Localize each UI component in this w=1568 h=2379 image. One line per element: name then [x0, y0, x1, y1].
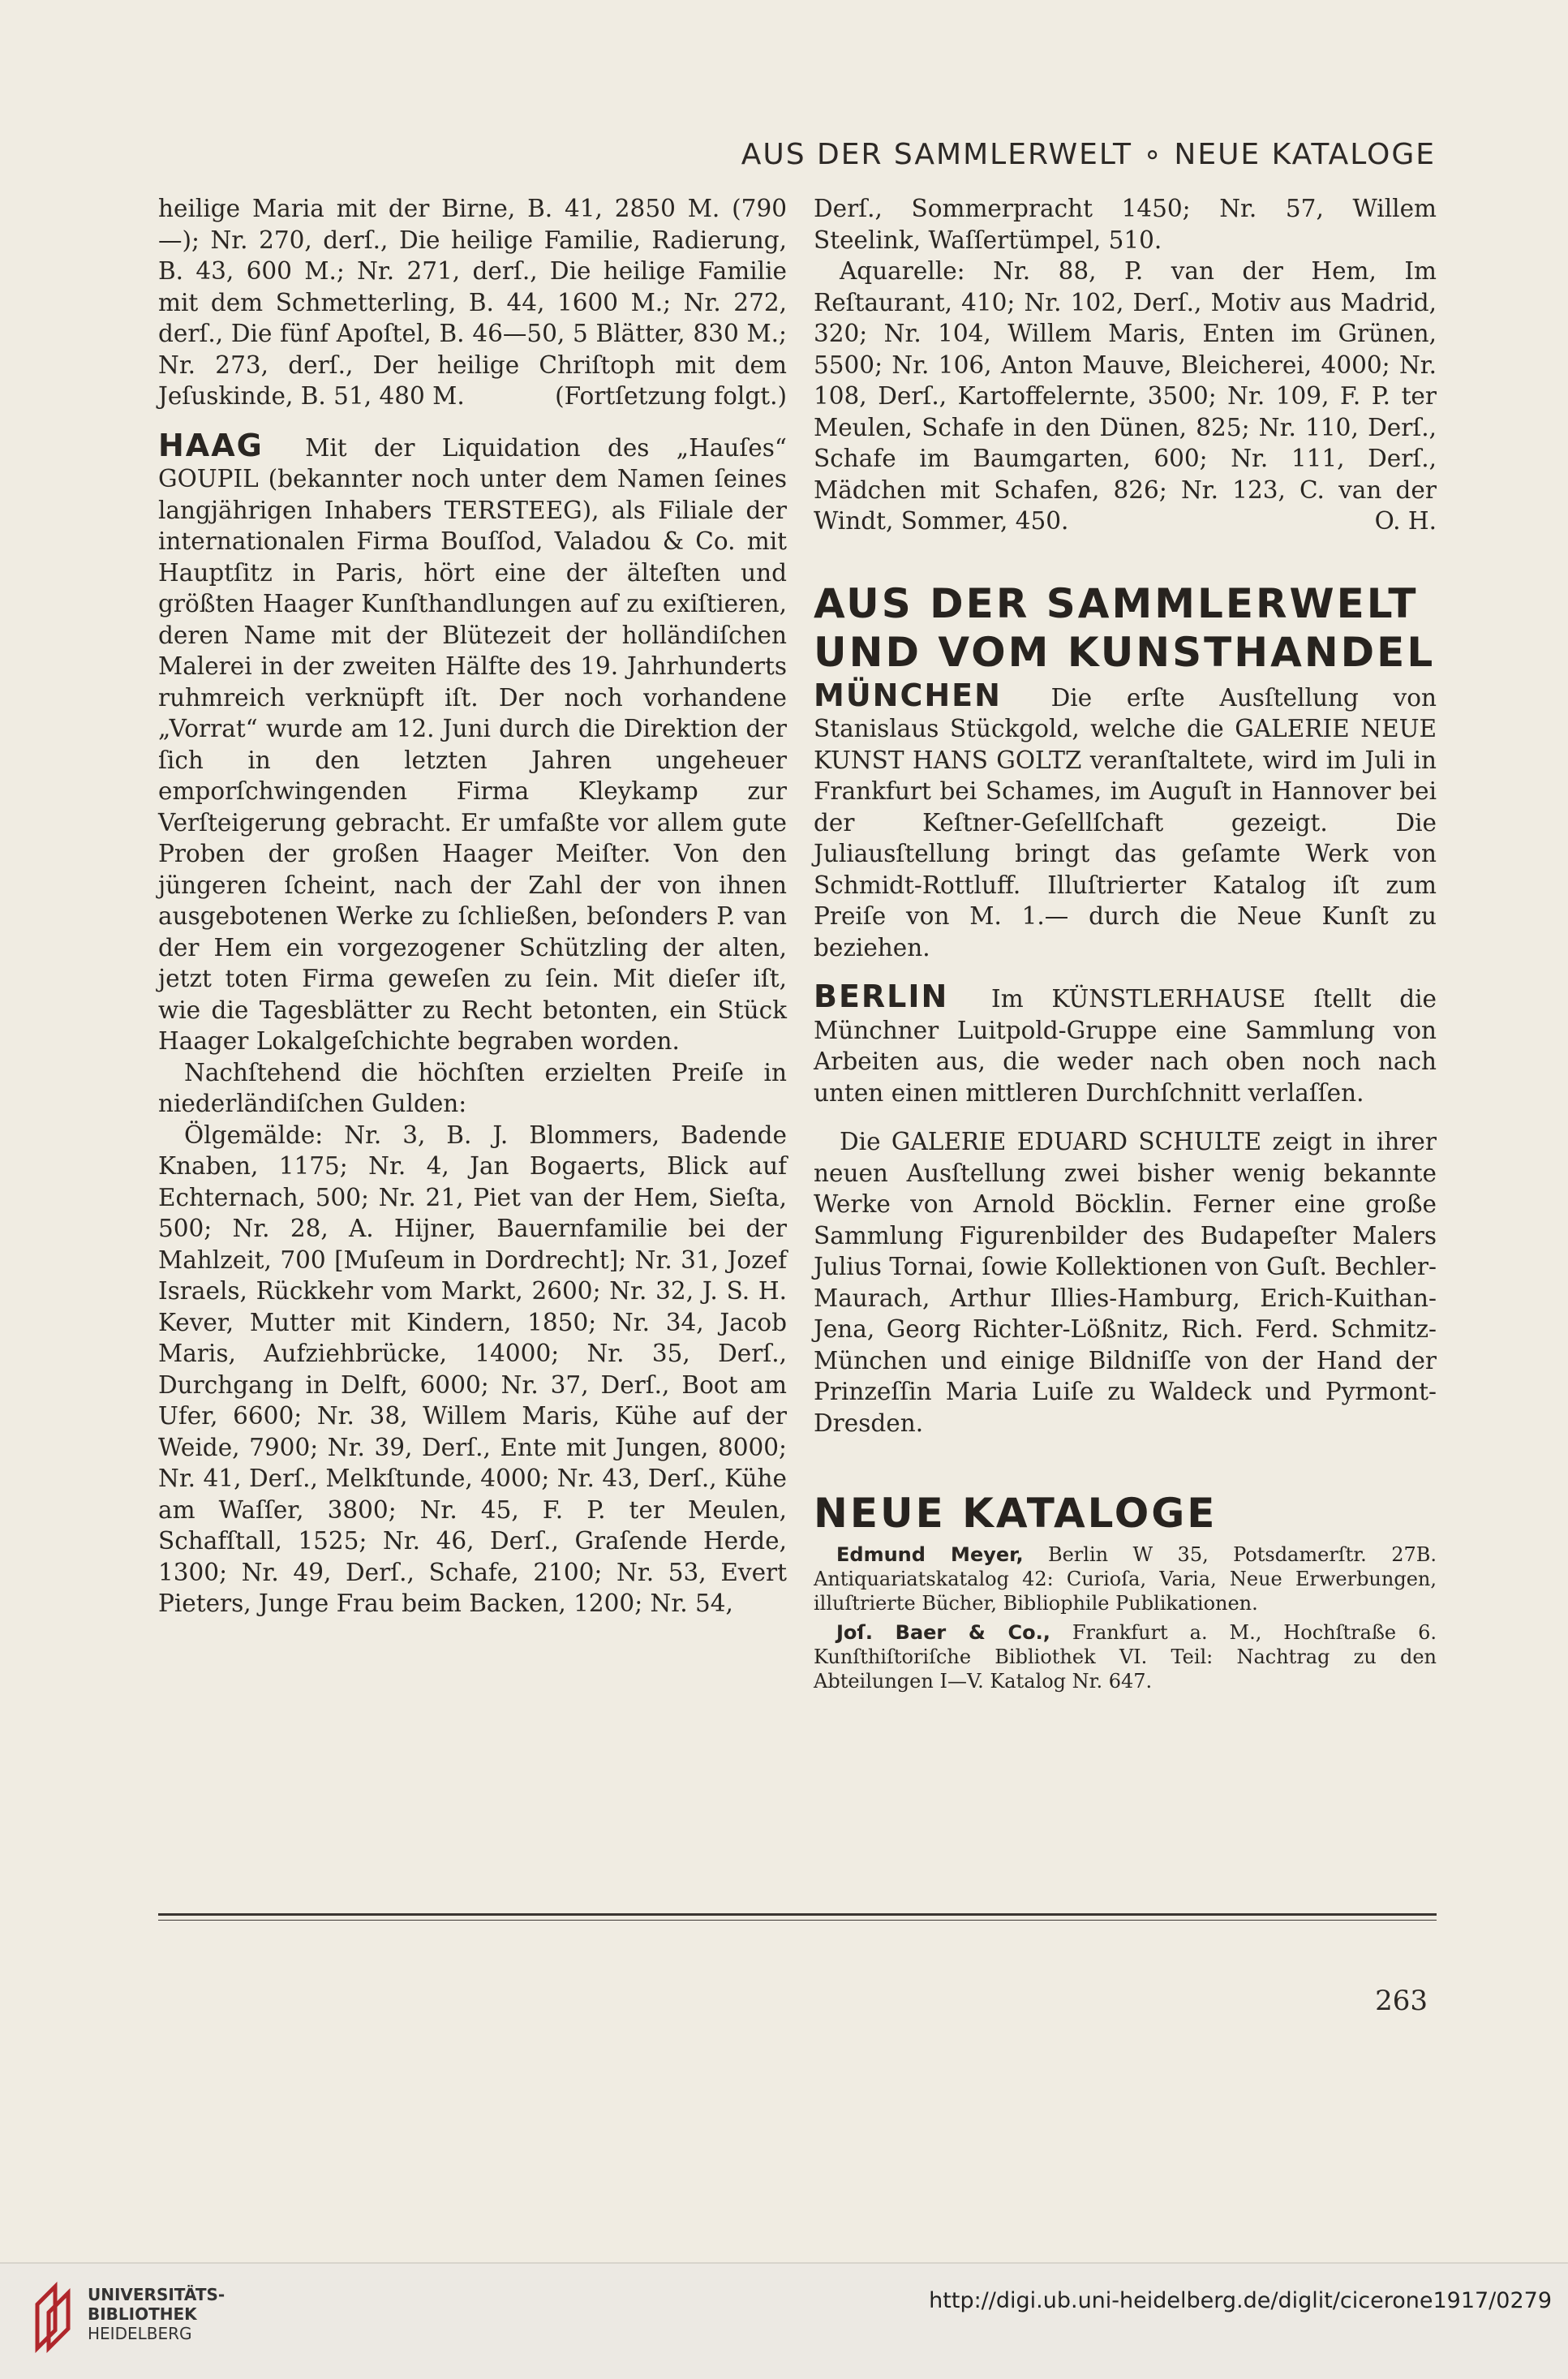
source-url-link[interactable]: http://digi.ub.uni-heidelberg.de/diglit/cicerone1917/0279 — [929, 2288, 1552, 2313]
footer-rule-thick — [158, 1913, 1437, 1916]
library-name — [88, 2285, 225, 2343]
article-haag — [158, 427, 787, 1057]
berlin-text: Im KÜNSTLERHAUSE ſtellt die Münchner Luitpold-Gruppe eine Sammlung von Arbeiten aus, die weder nach oben noch nach unten einen mittleren Durchſchnitt verlaſſen. — [814, 985, 1437, 1107]
schulte-text: Die GALERIE EDUARD SCHULTE zeigt in ihrer neuen Ausſtellung zwei bisher wenig bekannte Werke von Arnold Böcklin. Ferner eine große Sammlung Figurenbilder des Budapeſter Malers Julius Tornai, ſowie Kollektionen von Guſt. Bechler-Maurach, Arthur Illies-Hamburg, Erich-Kuithan-Jena, Georg Richter-Lößnitz, Rich. Ferd. Schmitz-München und einige Bildniſſe von der Hand der Prinzeſſin Maria Luiſe zu Waldeck und Pyrmont-Dresden. — [814, 1128, 1437, 1437]
watercolors-list — [814, 256, 1437, 537]
watercolors-text: Aquarelle: Nr. 88, P. van der Hem, Im Reſtaurant, 410; Nr. 102, Derſ., Motiv aus Madrid, 320; Nr. 104, Willem Maris, Enten im Grünen, 5500; Nr. 106, Anton Mauve, Bleicherei, 4000; Nr. 108, Derſ., Kartoffelernte, 3500; Nr. 109, F. P. ter Meulen, Schafe in den Dünen, 825; Nr. 110, Derſ., Schafe im Baumgarten, 600; Nr. 111, Derſ., Mädchen mit Schafen, 826; Nr. 123, C. van der Windt, Sommer, 450. — [814, 257, 1437, 535]
catalog-description: Frankfurt a. M., Hochſtraße 6. Kunſthiſtoriſche Bibliothek VI. Teil: Nachtrag zu den Abteilungen I—V. Katalog Nr. 647. — [814, 1621, 1437, 1693]
prices-intro: Nachſtehend die höchſten erzielten Preiſe in niederländiſchen Gulden: — [158, 1058, 787, 1117]
section-title-line2: UND VOM KUNSTHANDEL — [814, 628, 1436, 676]
city-heading-haag: HAAG — [158, 427, 264, 463]
continuation-text: heilige Maria mit der Birne, B. 41, 2850 M. (790—); Nr. 270, derſ., Die heilige Familie, Radierung, B. 43, 600 M.; Nr. 271, derſ., Die heilige Familie mit dem Schmetterling, B. 44, 1600 M.; Nr. 272, derſ., Die fünf Apoſtel, B. 46—50, 5 Blätter, 830 M.; Nr. 273, derſ., Der heilige Chriſtoph mit dem Jeſuskinde, B. 51, 480 M. — [158, 195, 787, 410]
article-continuation — [158, 193, 787, 412]
left-column — [158, 193, 787, 1620]
section-title-kataloge: NEUE KATALOGE — [814, 1490, 1218, 1537]
article-berlin — [814, 981, 1437, 1108]
viewer-footer — [0, 2262, 1568, 2379]
running-head: AUS DER SAMMLERWELT ∘ NEUE KATALOGE — [741, 138, 1436, 171]
city-heading-munich: MÜNCHEN — [814, 677, 1002, 713]
haag-text: Mit der Liquidation des „Hauſes“ GOUPIL (bekannter noch unter dem Namen ſeines langjährigen Inhabers TERSTEEG), als Filiale der internationalen Firma Bouſſod, Valadou & Co. mit Hauptſitz in Paris, hört eine der älteſten und größten Haager Kunſthandlungen auf zu exiſtieren, deren Name mit der Blütezeit der holländiſchen Malerei in der zweiten Hälfte des 19. Jahrhunderts ruhmreich verknüpft iſt. Der noch vorhandene „Vorrat“ wurde am 12. Juni durch die Direktion der ſich in den letzten Jahren ungeheuer emporſchwingenden Firma Kleykamp zur Verſteigerung gebracht. Er umfaßte vor allem gute Proben der großen Haager Meiſter. Von den jüngeren ſcheint, nach der Zahl der von ihnen ausgebotenen Werke zu ſchließen, beſonders P. van der Hem ein vorgezogener Schützling der alten, jetzt toten Firma geweſen zu ſein. Mit dieſer iſt, wie die Tagesblätter zu Recht betonten, ein Stück Haager Lokalgeſchichte begraben worden. — [158, 433, 787, 1055]
continued-note: (Fortſetzung folgt.) — [555, 382, 787, 410]
oil-paintings-list: Ölgemälde: Nr. 3, B. J. Blommers, Badende Knaben, 1175; Nr. 4, Jan Bogaerts, Blick auf Echternach, 500; Nr. 21, Piet van der Hem, Sieſta, 500; Nr. 28, A. Hijner, Bauernfamilie bei der Mahlzeit, 700 [Muſeum in Dordrecht]; Nr. 31, Jozef Israels, Rückkehr vom Markt, 2600; Nr. 32, J. S. H. Kever, Mutter mit Kindern, 1850; Nr. 34, Jacob Maris, Aufziehbrücke, 14000; Nr. 35, Derſ., Durchgang in Delft, 6000; Nr. 37, Derſ., Boot am Ufer, 6600; Nr. 38, Willem Maris, Kühe auf der Weide, 7900; Nr. 39, Derſ., Ente mit Jungen, 8000; Nr. 41, Derſ., Melkſtunde, 4000; Nr. 43, Derſ., Kühe am Waſſer, 3800; Nr. 45, F. P. ter Meulen, Schafſtall, 1525; Nr. 46, Derſ., Graſende Herde, 1300; Nr. 49, Derſ., Schafe, 2100; Nr. 53, Evert Pieters, Junge Frau beim Backen, 1200; Nr. 54, — [158, 1121, 787, 1617]
library-name-line3: HEIDELBERG — [88, 2324, 192, 2343]
library-name-line2: BIBLIOTHEK — [88, 2304, 197, 2324]
section-title-line1: AUS DER SAMMLERWELT — [814, 579, 1419, 627]
city-heading-berlin: BERLIN — [814, 979, 949, 1014]
catalog-entry — [814, 1620, 1437, 1693]
section-title-sammlerwelt — [814, 579, 1437, 677]
library-name-line1: UNIVERSITÄTS- — [88, 2285, 226, 2304]
page-number: 263 — [1375, 1985, 1428, 2017]
catalog-entry — [814, 1542, 1437, 1615]
university-library-logo-icon — [32, 2280, 79, 2353]
footer-rule-thin — [158, 1920, 1437, 1921]
catalog-description: Berlin W 35, Potsdamerſtr. 27B. Antiquariatskatalog 42: Curioſa, Varia, Neue Erwerbungen, illuſtrierte Bücher, Bibliophile Publikationen. — [814, 1543, 1437, 1615]
catalog-publisher: Edmund Meyer, — [836, 1543, 1024, 1566]
munich-text: Die erſte Ausſtellung von Stanislaus Stückgold, welche die GALERIE NEUE KUNST HANS GOLTZ veranſtaltete, wird im Juli in Frankfurt bei Schames, im Auguſt in Hannover bei der Keſtner-Geſellſchaft gezeigt. Die Juliausſtellung bringt das geſamte Werk von Schmidt-Rottluff. Illuſtrierter Katalog iſt zum Preiſe von M. 1.— durch die Neue Kunſt zu beziehen. — [814, 683, 1437, 961]
author-initials: O. H. — [1374, 507, 1437, 535]
article-munich — [814, 677, 1437, 964]
right-column — [814, 193, 1437, 1693]
catalog-publisher: Joſ. Baer & Co., — [836, 1621, 1050, 1644]
oil-paintings-continued: Derſ., Sommerpracht 1450; Nr. 57, Willem Steelink, Waſſertümpel, 510. — [814, 195, 1437, 254]
